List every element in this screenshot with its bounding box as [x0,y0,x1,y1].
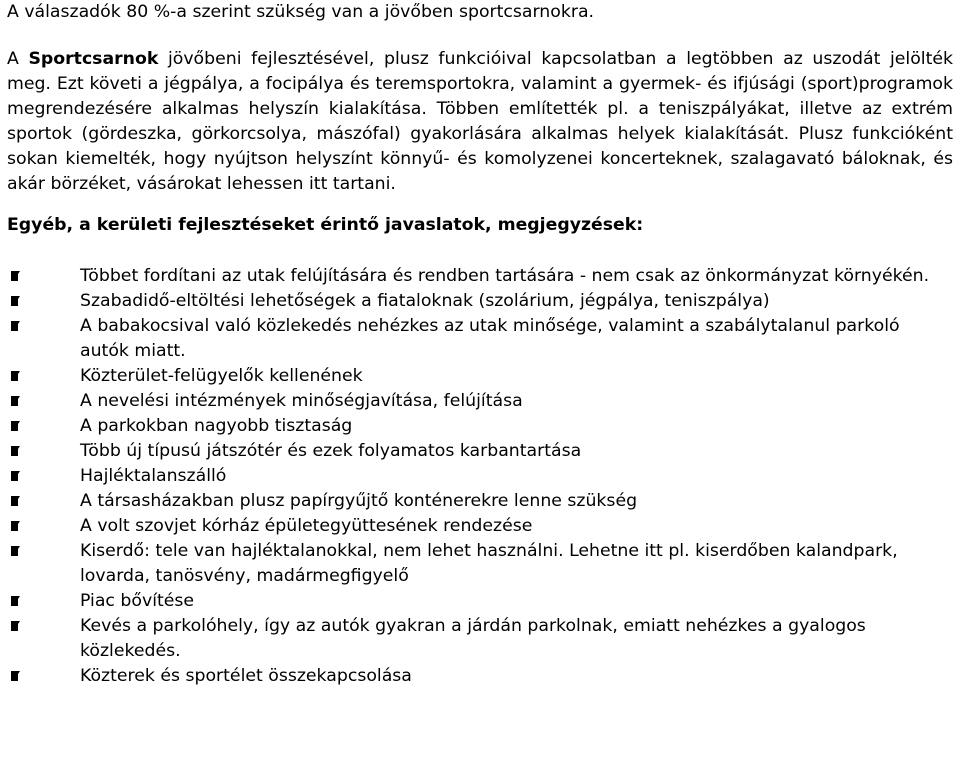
square-bullet-icon [9,669,24,684]
list-item-text: Közterek és sportélet összekapcsolása [80,666,412,686]
square-bullet-icon [9,269,24,284]
square-bullet-icon [9,394,24,409]
list-item-text: A volt szovjet kórház épületegyüttesének rendezése [80,516,533,536]
list-item [7,664,953,689]
list-item [7,589,953,614]
list-item [7,489,953,514]
list-item-text: Szabadidő-eltöltési lehetőségek a fiataloknak (szolárium, jégpálya, teniszpálya) [80,291,770,311]
sports-hall-term: Sportcsarnok [28,49,159,69]
section-heading: Egyéb, a kerületi fejlesztéseket érintő javaslatok, megjegyzések: [7,215,644,235]
list-item [7,414,953,439]
square-bullet-icon [9,594,24,609]
square-bullet-icon [9,619,24,634]
list-item [7,364,953,389]
list-item-text: Piac bővítése [80,591,195,611]
square-bullet-icon [9,544,24,559]
list-item-text: Több új típusú játszótér és ezek folyamatos karbantartása [80,441,582,461]
list-item-text: Közterület-felügyelők kellenének [80,366,363,386]
spacer [7,238,953,264]
list-item-text: A babakocsival való közlekedés nehézkes az utak minősége, valamint a szabálytalanul parkoló autók miatt. [80,316,900,361]
sports-hall-paragraph [7,47,953,197]
list-item [7,389,953,414]
paragraph-body: jövőbeni fejlesztésével, plusz funkcióival kapcsolatban a legtöbben az uszodát jelölték meg. Ezt követi a jégpálya, a focipálya és teremsportokra, valamint a gyermek- és ifjúsági (sport)programok megrendezésére alkalmas helyszín kialakítása. Többen említették pl. a teniszpályákat, illetve az extrém sportok (gördeszka, görkorcsolya, mászófal) gyakorlására alkalmas helyek kialakítását. Plusz funkcióként sokan kiemelték, hogy nyújtson helyszínt könnyű- és komolyzenei koncerteknek, szalagavató báloknak, és akár börzéket, vásárokat lehessen itt tartani. [7,49,953,194]
square-bullet-icon [9,519,24,534]
list-item-text: A nevelési intézmények minőségjavítása, felújítása [80,391,523,411]
square-bullet-icon [9,494,24,509]
list-item [7,264,953,289]
square-bullet-icon [9,419,24,434]
list-item [7,439,953,464]
square-bullet-icon [9,469,24,484]
list-item-text: Kevés a parkolóhely, így az autók gyakran a járdán parkolnak, emiatt nehézkes a gyalogos közlekedés. [80,616,866,661]
list-item [7,314,953,364]
spacer [7,197,953,213]
list-item-text: A parkokban nagyobb tisztaság [80,416,353,436]
list-item [7,464,953,489]
spacer [7,25,953,47]
square-bullet-icon [9,319,24,334]
list-item-text: Hajléktalanszálló [80,466,227,486]
list-item [7,289,953,314]
list-item-text: A társasházakban plusz papírgyűjtő konténerekre lenne szükség [80,491,638,511]
paragraph-lead: A [7,49,29,69]
list-item-text: Kiserdő: tele van hajléktalanokkal, nem lehet használni. Lehetne itt pl. kiserdőben kalandpark, lovarda, tanösvény, madármegfigyelő [80,541,898,586]
list-item [7,514,953,539]
list-item [7,539,953,589]
list-item-text: Többet fordítani az utak felújítására és rendben tartására - nem csak az önkormányzat környékén. [80,266,930,286]
list-item [7,614,953,664]
square-bullet-icon [9,444,24,459]
intro-sentence: A válaszadók 80 %-a szerint szükség van a jövőben sportcsarnokra. [7,2,595,22]
square-bullet-icon [9,294,24,309]
square-bullet-icon [9,369,24,384]
suggestion-list [7,264,953,689]
